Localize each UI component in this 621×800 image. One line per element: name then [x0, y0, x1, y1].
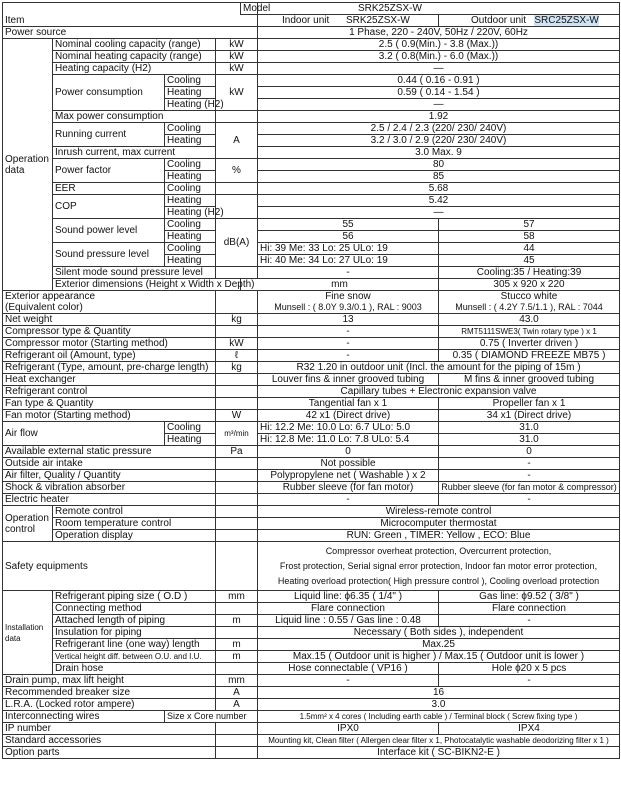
power-factor-value: 85 — [258, 171, 620, 183]
row-lra — [3, 699, 620, 711]
row-refrigerant-control — [3, 386, 620, 398]
eer-label: EER — [53, 183, 165, 195]
sound-pressure-outdoor: 44 — [439, 243, 620, 255]
refrigerant-oil-label: Refrigerant oil (Amount, type) — [3, 350, 216, 362]
lra-label: L.R.A. (Locked rotor ampere) — [3, 699, 216, 711]
wires-label: Interconnecting wires — [3, 711, 165, 723]
shock-absorber-outdoor: Rubber sleeve (for fan motor & compressor) — [439, 482, 620, 494]
nominal-cooling-label: Nominal cooling capacity (range) — [53, 39, 216, 51]
nominal-heating-label: Nominal heating capacity (range) — [53, 51, 216, 63]
fan-motor-unit: W — [216, 410, 258, 422]
option-parts-label: Option parts — [3, 747, 216, 759]
drain-hose-outdoor: Hole ϕ20 x 5 pcs — [439, 663, 620, 675]
external-pressure-outdoor: 0 — [439, 446, 620, 458]
row-ip-number — [3, 723, 620, 735]
wires-value: 1.5mm² x 4 cores ( Including earth cable ) / Terminal block ( Screw fixing type ) — [258, 711, 620, 723]
ip-number-outdoor: IPX4 — [439, 723, 620, 735]
mode-label: Cooling — [165, 75, 216, 87]
row-drain-pump — [3, 675, 620, 687]
accessories-value: Mounting kit, Clean filter ( Allergen clear filter x 1, Photocatalytic washable deodorizing filter x 1 ) — [258, 735, 620, 747]
nominal-cooling-unit: kW — [216, 39, 258, 51]
row-fan-type — [3, 398, 620, 410]
drain-pump-label: Drain pump, max lift height — [3, 675, 216, 687]
row-sound-power-cooling — [3, 219, 620, 231]
drain-pump-outdoor: - — [439, 675, 620, 687]
row-compressor-motor — [3, 338, 620, 350]
operation-data-group: Operation data — [3, 39, 53, 291]
exterior-dimensions-label: Exterior dimensions (Height x Width x Depth) — [53, 279, 241, 291]
air-flow-outdoor: 31.0 — [439, 434, 620, 446]
connecting-label: Connecting method — [53, 603, 216, 615]
row-vertical-height — [3, 651, 620, 663]
row-accessories — [3, 735, 620, 747]
heating-h2-label: Heating capacity (H2) — [53, 63, 216, 75]
running-current-label: Running current — [53, 123, 165, 147]
attached-length-outdoor: - — [439, 615, 620, 627]
eer-value: 5.68 — [258, 183, 620, 195]
row-line-length — [3, 639, 620, 651]
exterior-dimensions-unit: mm — [241, 279, 439, 291]
row-power-consumption-cooling — [3, 75, 620, 87]
piping-size-outdoor: Gas line: ϕ9.52 ( 3/8" ) — [439, 591, 620, 603]
external-pressure-indoor: 0 — [258, 446, 439, 458]
power-consumption-value: 0.59 ( 0.14 - 1.54 ) — [258, 87, 620, 99]
max-power-value: 1.92 — [258, 111, 620, 123]
insulation-label: Insulation for piping — [53, 627, 216, 639]
nominal-heating-value: 3.2 ( 0.8(Min.) - 6.0 (Max.)) — [258, 51, 620, 63]
room-temp-label: Room temperature control — [53, 518, 216, 530]
row-drain-hose — [3, 663, 620, 675]
row-cop-heating — [3, 195, 620, 207]
sound-pressure-outdoor: 45 — [439, 255, 620, 267]
remote-control-value: Wireless-remote control — [258, 506, 620, 518]
outdoor-label: Outdoor unit — [471, 15, 527, 26]
safety-label: Safety equipments — [3, 542, 216, 591]
row-fan-motor — [3, 410, 620, 422]
fan-type-outdoor: Propeller fan x 1 — [439, 398, 620, 410]
max-power-label: Max power consumption — [53, 111, 216, 123]
row-connecting — [3, 603, 620, 615]
mode-label: Cooling — [165, 159, 216, 171]
silent-mode-indoor: - — [258, 267, 439, 279]
power-factor-value: 80 — [258, 159, 620, 171]
electric-heater-outdoor: - — [439, 494, 620, 506]
sound-pressure-indoor: Hi: 40 Me: 34 Lo: 27 ULo: 19 — [258, 255, 439, 267]
mode-label: Heating — [165, 195, 216, 207]
cop-value: — — [258, 207, 620, 219]
refrigerant-oil-outdoor: 0.35 ( DIAMOND FREEZE MB75 ) — [439, 350, 620, 362]
exterior-appearance-label: Exterior appearance — [3, 291, 216, 303]
compressor-motor-label: Compressor motor (Starting method) — [3, 338, 216, 350]
sound-unit: dB(A) — [216, 219, 258, 267]
running-current-unit: A — [216, 123, 258, 159]
net-weight-unit: kg — [216, 314, 258, 326]
row-exterior-dimensions — [3, 279, 620, 291]
power-source-label: Power source — [3, 27, 258, 39]
piping-size-unit: mm — [216, 591, 258, 603]
row-refrigerant-oil — [3, 350, 620, 362]
sound-power-outdoor: 57 — [439, 219, 620, 231]
mode-label: Cooling — [165, 183, 216, 195]
safety-line: Heating overload protection( High pressure control ), Cooling overload protection — [277, 575, 600, 586]
mode-label: Heating (H2) — [165, 99, 216, 111]
accessories-label: Standard accessories — [3, 735, 216, 747]
fan-motor-label: Fan motor (Starting method) — [3, 410, 216, 422]
exterior-dimensions-indoor: 305 x 920 x 220 — [439, 279, 620, 291]
cop-value: 5.42 — [258, 195, 620, 207]
operation-display-label: Operation display — [53, 530, 216, 542]
shock-absorber-indoor: Rubber sleeve (for fan motor) — [258, 482, 439, 494]
vertical-height-unit: m — [216, 651, 258, 663]
row-external-pressure — [3, 446, 620, 458]
row-max-power — [3, 111, 620, 123]
row-compressor-type — [3, 326, 620, 338]
outside-air-label: Outside air intake — [3, 458, 216, 470]
exterior-appearance-outdoor: Stucco white — [439, 291, 620, 303]
breaker-label: Recommended breaker size — [3, 687, 216, 699]
row-shock-absorber — [3, 482, 620, 494]
power-source-value: 1 Phase, 220 - 240V, 50Hz / 220V, 60Hz — [258, 27, 620, 39]
row-nominal-heating — [3, 51, 620, 63]
attached-length-label: Attached length of piping — [53, 615, 216, 627]
heat-exchanger-label: Heat exchanger — [3, 374, 216, 386]
refrigerant-label: Refrigerant (Type, amount, pre-charge length) — [3, 362, 216, 374]
air-filter-indoor: Polypropylene net ( Washable ) x 2 — [258, 470, 439, 482]
row-nominal-cooling — [3, 39, 620, 51]
indoor-header — [258, 15, 439, 27]
row-net-weight — [3, 314, 620, 326]
row-wires — [3, 711, 620, 723]
inrush-current-value: 3.0 Max. 9 — [258, 147, 620, 159]
air-flow-unit: m³/min — [216, 422, 258, 446]
mode-label: Cooling — [165, 243, 216, 255]
attached-length-unit: m — [216, 615, 258, 627]
fan-type-label: Fan type & Quantity — [3, 398, 216, 410]
air-filter-label: Air filter, Quality / Quantity — [3, 470, 216, 482]
net-weight-outdoor: 43.0 — [439, 314, 620, 326]
ip-number-indoor: IPX0 — [258, 723, 439, 735]
mode-label: Heating — [165, 135, 216, 147]
compressor-motor-outdoor: 0.75 ( Inverter driven ) — [439, 338, 620, 350]
row-attached-length — [3, 615, 620, 627]
drain-hose-indoor: Hose connectable ( VP16 ) — [258, 663, 439, 675]
air-flow-outdoor: 31.0 — [439, 422, 620, 434]
refrigerant-oil-unit: ℓ — [216, 350, 258, 362]
refrigerant-control-value: Capillary tubes + Electronic expansion valve — [258, 386, 620, 398]
sound-pressure-label: Sound pressure level — [53, 243, 165, 267]
shock-absorber-label: Shock & vibration absorber — [3, 482, 216, 494]
spec-table — [2, 2, 620, 759]
wires-sublabel: Size x Core number — [165, 711, 258, 723]
compressor-type-outdoor: RMT5111SWE3( Twin rotary type ) x 1 — [439, 326, 620, 338]
row-heat-exchanger — [3, 374, 620, 386]
air-filter-outdoor: - — [439, 470, 620, 482]
cop-label: COP — [53, 195, 165, 219]
air-flow-indoor: Hi: 12.2 Me: 10.0 Lo: 6.7 ULo: 5.0 — [258, 422, 439, 434]
power-consumption-value: — — [258, 99, 620, 111]
air-flow-label: Air flow — [3, 422, 165, 446]
ip-number-label: IP number — [3, 723, 216, 735]
outside-air-indoor: Not possible — [258, 458, 439, 470]
row-room-temp — [3, 518, 620, 530]
nominal-heating-unit: kW — [216, 51, 258, 63]
item-label: Item — [3, 15, 258, 27]
mode-label: Heating — [165, 231, 216, 243]
equivalent-color-label: (Equivalent color) — [3, 302, 216, 314]
mode-label: Heating — [165, 255, 216, 267]
silent-mode-label: Silent mode sound pressure level — [53, 267, 216, 279]
compressor-type-indoor: - — [258, 326, 439, 338]
attached-length-indoor: Liquid line : 0.55 / Gas line : 0.48 — [258, 615, 439, 627]
row-electric-heater — [3, 494, 620, 506]
row-running-current-cooling — [3, 123, 620, 135]
net-weight-label: Net weight — [3, 314, 216, 326]
breaker-unit: A — [216, 687, 258, 699]
refrigerant-value: R32 1.20 in outdoor unit (Incl. the amount for the piping of 15m ) — [258, 362, 620, 374]
heat-exchanger-outdoor: M fins & inner grooved tubing — [439, 374, 620, 386]
sound-power-label: Sound power level — [53, 219, 165, 243]
row-piping-size — [3, 591, 620, 603]
nominal-cooling-value: 2.5 ( 0.9(Min.) - 3.8 (Max.)) — [258, 39, 620, 51]
operation-control-group: Operation control — [3, 506, 53, 542]
power-consumption-unit: kW — [216, 75, 258, 111]
power-factor-label: Power factor — [53, 159, 165, 183]
inrush-current-label: Inrush current, max current — [53, 147, 216, 159]
drain-pump-unit: mm — [216, 675, 258, 687]
option-parts-value: Interface kit ( SC-BIKN2-E ) — [258, 747, 620, 759]
power-factor-unit: % — [216, 159, 258, 183]
air-flow-indoor: Hi: 12.8 Me: 11.0 Lo: 7.8 ULo: 5.4 — [258, 434, 439, 446]
compressor-type-label: Compressor type & Quantity — [3, 326, 216, 338]
row-exterior-appearance — [3, 291, 620, 303]
room-temp-value: Microcomputer thermostat — [258, 518, 620, 530]
row-option-parts — [3, 747, 620, 759]
line-length-value: Max.25 — [258, 639, 620, 651]
row-inrush-current — [3, 147, 620, 159]
row-sound-pressure-cooling — [3, 243, 620, 255]
drain-hose-label: Drain hose — [53, 663, 216, 675]
indoor-label: Indoor unit — [282, 15, 330, 26]
piping-size-indoor: Liquid line: ϕ6.35 ( 1/4" ) — [258, 591, 439, 603]
fan-type-indoor: Tangential fan x 1 — [258, 398, 439, 410]
insulation-value: Necessary ( Both sides ), independent — [258, 627, 620, 639]
refrigerant-control-label: Refrigerant control — [3, 386, 216, 398]
model-label: Model — [241, 3, 258, 15]
compressor-motor-unit: kW — [216, 338, 258, 350]
refrigerant-unit: kg — [216, 362, 258, 374]
row-insulation — [3, 627, 620, 639]
row-equivalent-color — [3, 302, 620, 314]
mode-label: Cooling — [165, 123, 216, 135]
heating-h2-unit: kW — [216, 63, 258, 75]
row-heating-h2 — [3, 63, 620, 75]
mode-label: Heating — [165, 434, 216, 446]
row-breaker — [3, 687, 620, 699]
connecting-indoor: Flare connection — [258, 603, 439, 615]
mode-label: Cooling — [165, 219, 216, 231]
mode-label: Heating — [165, 87, 216, 99]
sound-pressure-indoor: Hi: 39 Me: 33 Lo: 25 ULo: 19 — [258, 243, 439, 255]
connecting-outdoor: Flare connection — [439, 603, 620, 615]
compressor-motor-indoor: - — [258, 338, 439, 350]
net-weight-indoor: 13 — [258, 314, 439, 326]
breaker-value: 16 — [258, 687, 620, 699]
fan-motor-indoor: 42 x1 (Direct drive) — [258, 410, 439, 422]
installation-data-group: Installation data — [3, 591, 53, 675]
row-safety — [3, 542, 620, 591]
electric-heater-indoor: - — [258, 494, 439, 506]
operation-display-value: RUN: Green , TIMER: Yellow , ECO: Blue — [258, 530, 620, 542]
row-model — [3, 3, 620, 15]
equivalent-color-indoor: Munsell : ( 8.0Y 9.3/0.1 ), RAL : 9003 — [258, 302, 439, 314]
exterior-appearance-indoor: Fine snow — [258, 291, 439, 303]
heat-exchanger-indoor: Louver fins & inner grooved tubing — [258, 374, 439, 386]
refrigerant-oil-indoor: - — [258, 350, 439, 362]
model-value: SRK25ZSX-W — [258, 3, 620, 15]
row-item — [3, 15, 620, 27]
external-pressure-unit: Pa — [216, 446, 258, 458]
vertical-height-label: Vertical height diff. between O.U. and I.U. — [53, 651, 216, 663]
row-air-filter — [3, 470, 620, 482]
safety-value — [258, 542, 620, 591]
row-outside-air — [3, 458, 620, 470]
line-length-label: Refrigerant line (one way) length — [53, 639, 216, 651]
power-consumption-label: Power consumption — [53, 75, 165, 111]
row-air-flow-cooling — [3, 422, 620, 434]
drain-pump-indoor: - — [258, 675, 439, 687]
row-power-source — [3, 27, 620, 39]
row-refrigerant — [3, 362, 620, 374]
row-power-factor-cooling — [3, 159, 620, 171]
mode-label: Heating — [165, 171, 216, 183]
row-eer — [3, 183, 620, 195]
lra-value: 3.0 — [258, 699, 620, 711]
outdoor-header — [439, 15, 620, 27]
heating-h2-value: — — [258, 63, 620, 75]
piping-size-label: Refrigerant piping size ( O.D ) — [53, 591, 216, 603]
outdoor-model: SRC25ZSX-W — [534, 15, 599, 26]
sound-power-indoor: 56 — [258, 231, 439, 243]
row-silent-mode — [3, 267, 620, 279]
safety-line: Frost protection, Serial signal error protection, Indoor fan motor error protection, — [279, 560, 598, 571]
fan-motor-outdoor: 34 x1 (Direct drive) — [439, 410, 620, 422]
power-consumption-value: 0.44 ( 0.16 - 0.91 ) — [258, 75, 620, 87]
sound-power-indoor: 55 — [258, 219, 439, 231]
row-remote-control — [3, 506, 620, 518]
row-operation-display — [3, 530, 620, 542]
vertical-height-value: Max.15 ( Outdoor unit is higher ) / Max.15 ( Outdoor unit is lower ) — [258, 651, 620, 663]
running-current-value: 2.5 / 2.4 / 2.3 (220/ 230/ 240V) — [258, 123, 620, 135]
mode-label: Heating (H2) — [165, 207, 216, 219]
line-length-unit: m — [216, 639, 258, 651]
lra-unit: A — [216, 699, 258, 711]
electric-heater-label: Electric heater — [3, 494, 216, 506]
indoor-model: SRK25ZSX-W — [345, 15, 410, 26]
external-pressure-label: Available external static pressure — [3, 446, 216, 458]
remote-control-label: Remote control — [53, 506, 216, 518]
safety-line: Compressor overheat protection, Overcurrent protection, — [325, 545, 552, 556]
running-current-value: 3.2 / 3.0 / 2.9 (220/ 230/ 240V) — [258, 135, 620, 147]
outside-air-outdoor: - — [439, 458, 620, 470]
mode-label: Cooling — [165, 422, 216, 434]
equivalent-color-outdoor: Munsell : ( 4.2Y 7.5/1.1 ), RAL : 7044 — [439, 302, 620, 314]
silent-mode-outdoor: Cooling:35 / Heating:39 — [439, 267, 620, 279]
sound-power-outdoor: 58 — [439, 231, 620, 243]
